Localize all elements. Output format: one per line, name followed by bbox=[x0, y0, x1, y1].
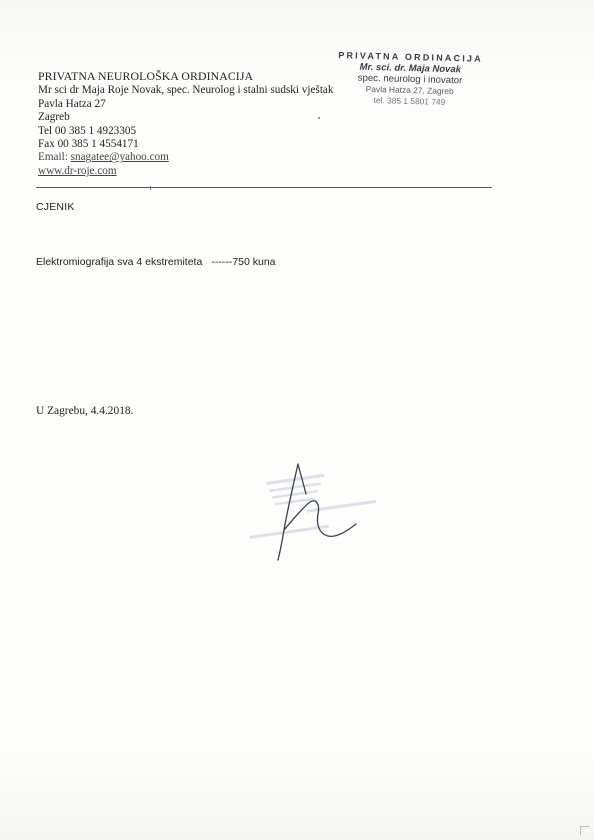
stamp-line-2: Mr. sci. dr. Maja Novak bbox=[359, 61, 462, 76]
price-item bbox=[36, 256, 276, 268]
website-link[interactable]: www.dr-roje.com bbox=[38, 164, 117, 177]
doctor-name: Mr sci dr Maja Roje Novak, spec. Neurolog i stalni sudski vještak bbox=[38, 84, 334, 97]
office-stamp bbox=[329, 50, 490, 109]
email-row bbox=[38, 151, 368, 164]
practice-title: PRIVATNA NEUROLOŠKA ORDINACIJA bbox=[38, 69, 254, 83]
faint-stamp-icon bbox=[242, 467, 378, 539]
street-address: Pavla Hatza 27 bbox=[38, 97, 106, 110]
service-name: Elektromiografija sva 4 ekstremiteta bbox=[36, 256, 203, 268]
stamp-line-4: Pavla Hatza 27, Zagreb bbox=[365, 83, 454, 97]
signature-stroke bbox=[278, 464, 356, 560]
service-price: 750 kuna bbox=[232, 256, 276, 268]
header-divider bbox=[36, 187, 492, 188]
fax: Fax 00 385 1 4554171 bbox=[38, 138, 139, 151]
document-heading: CJENIK bbox=[36, 201, 75, 213]
email-link[interactable]: snagatee@yahoo.com bbox=[70, 151, 169, 164]
place-and-date: U Zagrebu, 4.4.2018. bbox=[36, 405, 134, 417]
email-label: Email: bbox=[38, 151, 71, 164]
stamp-line-3: spec. neurolog i inovator bbox=[357, 72, 463, 87]
letterhead bbox=[38, 70, 368, 178]
stamp-line-1: PRIVATNA ORDINACIJA bbox=[338, 50, 484, 64]
telephone: Tel 00 385 1 4923305 bbox=[38, 124, 137, 137]
signature-area bbox=[236, 452, 386, 567]
price-separator: ------ bbox=[211, 256, 233, 268]
city: Zagreb bbox=[38, 111, 70, 124]
ink-dot bbox=[318, 117, 320, 119]
stamp-line-5: tel. 385 1 5801 749 bbox=[373, 95, 446, 107]
scan-corner-mark bbox=[580, 826, 589, 835]
signature-with-stamp bbox=[236, 452, 386, 567]
